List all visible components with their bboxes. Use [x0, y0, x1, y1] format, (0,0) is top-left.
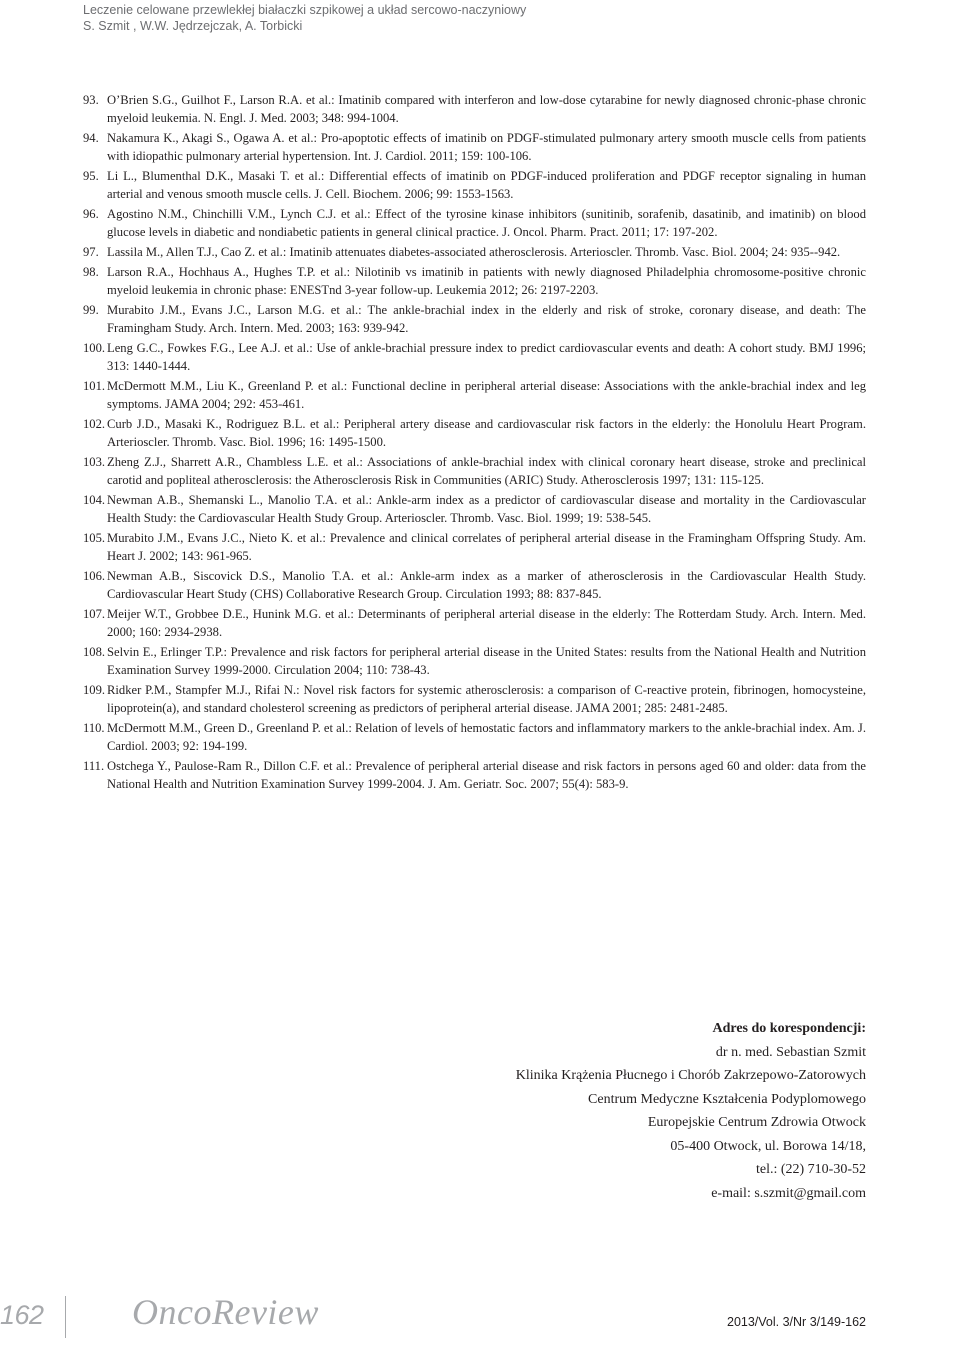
reference-item: [83, 605, 866, 641]
reference-number: 93.: [83, 93, 99, 107]
running-header: [0, 0, 960, 58]
address-line: Europejskie Centrum Zdrowia Otwock: [647, 1115, 866, 1130]
reference-number: 95.: [83, 169, 99, 183]
reference-text: Lassila M., Allen T.J., Cao Z. et al.: Imatinib attenuates diabetes-associated atherosclerosis. Arterioscler. Thromb. Vasc. Biol. 2004; 24: 935--942.: [107, 245, 841, 259]
reference-number: 96.: [83, 207, 99, 221]
reference-number: 99.: [83, 303, 99, 317]
reference-item: [83, 643, 866, 679]
reference-number: 101.: [83, 379, 106, 393]
reference-item: [83, 529, 866, 565]
reference-number: 108.: [83, 645, 106, 659]
reference-number: 103.: [83, 455, 106, 469]
reference-number: 94.: [83, 131, 99, 145]
address-line: 05-400 Otwock, ul. Borowa 14/18,: [670, 1138, 866, 1154]
reference-text: Newman A.B., Siscovick D.S., Manolio T.A. et al.: Ankle-arm index as a marker of atherosclerosis in the Cardiovascular Health Study. Cardiovascular Heart Study (CHS) Collaborative Research Group. Circulation 1993; 88: 837-845.: [107, 569, 866, 601]
reference-text: McDermott M.M., Liu K., Greenland P. et al.: Functional decline in peripheral arterial disease: Associations with the ankle-brachial index and leg symptoms. JAMA 2004; 292: 453-461.: [107, 379, 866, 411]
address-line: Klinika Krążenia Płucnego i Chorób Zakrzepowo-Zatorowych: [515, 1068, 866, 1083]
address-line: Centrum Medyczne Kształcenia Podyplomowego: [588, 1091, 866, 1107]
reference-text: McDermott M.M., Green D., Greenland P. et al.: Relation of levels of hemostatic factors and inflammatory markers to the ankle-brachial index. Am. J. Cardiol. 2003; 92: 194-199.: [107, 721, 866, 753]
reference-number: 102.: [83, 417, 106, 431]
reference-item: [83, 243, 866, 261]
address-email: e-mail: s.szmit@gmail.com: [711, 1185, 866, 1201]
reference-item: [83, 167, 866, 203]
reference-item: [83, 91, 866, 127]
reference-number: 98.: [83, 265, 99, 279]
reference-text: Ostchega Y., Paulose-Ram R., Dillon C.F. et al.: Prevalence of peripheral arterial disease and risk factors in persons aged 60 and older: data from the National Health and Nutrition Examination Survey 1999-2004. J. Am. Geriatr. Soc. 2007; 55(4): 583-9.: [107, 759, 866, 791]
reference-text: Larson R.A., Hochhaus A., Hughes T.P. et al.: Nilotinib vs imatinib in patients with newly diagnosed Philadelphia chromosome-positive chronic myeloid leukemia in chronic phase: ENESTnd 3-year follow-up. Leukemia 2012; 26: 2197-2203.: [107, 265, 866, 297]
reference-number: 109.: [83, 683, 106, 697]
reference-text: Zheng Z.J., Sharrett A.R., Chambless L.E. et al.: Associations of ankle-brachial index with clinical coronary heart disease, stroke and preclinical carotid and popliteal atherosclerosis: the Atherosclerosis Risk in Communities (ARIC) Study. Atherosclerosis 1997; 131: 115-125.: [107, 455, 866, 487]
reference-item: [83, 491, 866, 527]
reference-number: 111.: [83, 759, 105, 773]
correspondence-address: [516, 1017, 866, 1205]
reference-item: [83, 301, 866, 337]
reference-text: Selvin E., Erlinger T.P.: Prevalence and risk factors for peripheral arterial disease in the United States: results from the National Health and Nutrition Examination Survey 1999-2000. Circulation 2004; 110: 738-43.: [107, 645, 866, 677]
reference-text: Murabito J.M., Evans J.C., Larson M.G. et al.: The ankle-brachial index in the elderly and risk of stroke, coronary disease, and death: The Framingham Study. Arch. Intern. Med. 2003; 163: 939-942.: [107, 303, 866, 335]
reference-item: [83, 757, 866, 793]
reference-text: Meijer W.T., Grobbee D.E., Hunink M.G. et al.: Determinants of peripheral arterial disease in the elderly: The Rotterdam Study. Arch. Intern. Med. 2000; 160: 2934-2938.: [107, 607, 866, 639]
page-number: 162: [0, 1300, 44, 1330]
header-title: Leczenie celowane przewlekłej białaczki szpikowej a układ sercowo-naczyniowy: [83, 3, 527, 17]
issue-info: 2013/Vol. 3/Nr 3/149-162: [727, 1315, 866, 1329]
reference-item: [83, 377, 866, 413]
reference-number: 97.: [83, 245, 99, 259]
reference-item: [83, 567, 866, 603]
reference-item: [83, 339, 866, 375]
reference-text: Curb J.D., Masaki K., Rodriguez B.L. et al.: Peripheral artery disease and cardiovascular risk factors in the elderly: the Honolulu Heart Program. Arterioscler. Thromb. Vasc. Biol. 1996; 16: 1495-1500.: [107, 417, 866, 449]
reference-text: Leng G.C., Fowkes F.G., Lee A.J. et al.: Use of ankle-brachial pressure index to predict cardiovascular events and death: A cohort study. BMJ 1996; 313: 1440-1444.: [107, 341, 866, 373]
reference-item: [83, 205, 866, 241]
address-line: dr n. med. Sebastian Szmit: [715, 1044, 866, 1060]
reference-item: [83, 263, 866, 299]
reference-item: [83, 453, 866, 489]
reference-number: 104.: [83, 493, 106, 507]
reference-number: 107.: [83, 607, 106, 621]
reference-number: 105.: [83, 531, 106, 545]
reference-number: 100.: [83, 341, 106, 355]
reference-list: [83, 91, 866, 795]
reference-text: O’Brien S.G., Guilhot F., Larson R.A. et al.: Imatinib compared with interferon and low-dose cytarabine for newly diagnosed chronic-phase chronic myeloid leukemia. N. Engl. J. Med. 2003; 348: 994-1004.: [107, 93, 866, 125]
footer-divider: [65, 1296, 66, 1338]
address-heading: Adres do korespondencji:: [712, 1021, 866, 1036]
address-line: tel.: (22) 710-30-52: [755, 1162, 866, 1177]
header-authors: S. Szmit , W.W. Jędrzejczak, A. Torbicki: [83, 19, 303, 33]
reference-text: Li L., Blumenthal D.K., Masaki T. et al.: Differential effects of imatinib on PDGF-induced proliferation and PDGF receptor signaling in human arterial and venous smooth muscle cells. J. Cell. Biochem. 2006; 99: 1553-1563.: [107, 169, 866, 201]
reference-number: 110.: [83, 721, 105, 735]
reference-text: Nakamura K., Akagi S., Ogawa A. et al.: Pro-apoptotic effects of imatinib on PDGF-stimulated pulmonary artery smooth muscle cells from patients with idiopathic pulmonary arterial hypertension. Int. J. Cardiol. 2011; 159: 100-106.: [107, 131, 866, 163]
reference-item: [83, 681, 866, 717]
reference-text: Agostino N.M., Chinchilli V.M., Lynch C.J. et al.: Effect of the tyrosine kinase inhibitors (sunitinib, sorafenib, dasatinib, and imatinib) on blood glucose levels in diabetic and nondiabetic patients in general clinical practice. J. Oncol. Pharm. Pract. 2011; 17: 197-202.: [107, 207, 866, 239]
reference-item: [83, 129, 866, 165]
reference-text: Murabito J.M., Evans J.C., Nieto K. et al.: Prevalence and clinical correlates of peripheral arterial disease in the Framingham Offspring Study. Am. Heart J. 2002; 143: 961-965.: [107, 531, 866, 563]
reference-number: 106.: [83, 569, 106, 583]
reference-text: Ridker P.M., Stampfer M.J., Rifai N.: Novel risk factors for systemic atherosclerosis: a comparison of C-reactive protein, fibrinogen, homocysteine, lipoprotein(a), and standard cholesterol screening as predictors of peripheral arterial disease. JAMA 2001; 285: 2481-2485.: [107, 683, 866, 715]
journal-logo: OncoReview: [132, 1292, 319, 1332]
reference-item: [83, 719, 866, 755]
reference-text: Newman A.B., Shemanski L., Manolio T.A. et al.: Ankle-arm index as a predictor of cardiovascular disease and mortality in the Cardiovascular Health Study: the Cardiovascular Health Study Group. Arterioscler. Thromb. Vasc. Biol. 1999; 19: 538-545.: [107, 493, 866, 525]
reference-item: [83, 415, 866, 451]
